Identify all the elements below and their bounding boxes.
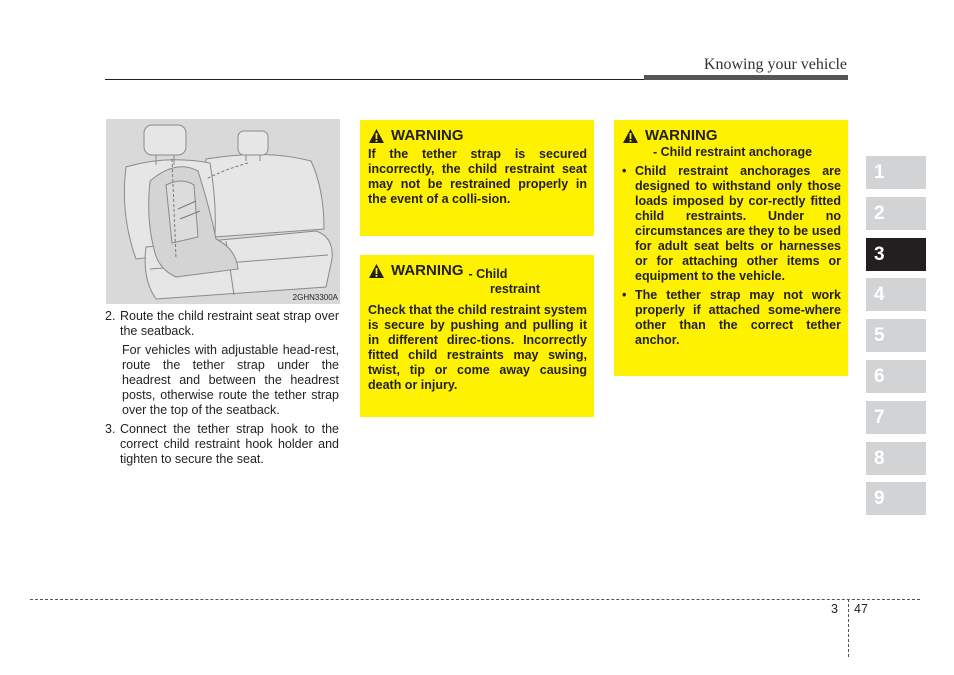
chapter-tab-9[interactable]: 9 <box>866 482 926 515</box>
page-section-number: 3 <box>831 602 838 616</box>
headrest-note: For vehicles with adjustable head-rest, route the tether strap under the headrest and between the headrest posts, otherwise route the tether strap over the top of the seatback. <box>122 343 339 417</box>
warning-bullet-list <box>622 164 841 348</box>
warning-box-child-restraint <box>360 255 594 417</box>
chapter-tab-7[interactable]: 7 <box>866 401 926 434</box>
warning-triangle-icon <box>368 263 385 279</box>
chapter-tabs <box>866 156 926 523</box>
instructions-column <box>105 309 339 471</box>
rear-seat-illustration <box>106 119 340 304</box>
list-item <box>622 288 841 348</box>
seat-drawing <box>106 119 340 304</box>
step-text: Connect the tether strap hook to the correct child restraint hook holder and tighten to secure the seat. <box>120 422 339 466</box>
chapter-tab-2[interactable]: 2 <box>866 197 926 230</box>
warning-heading <box>622 127 841 145</box>
chapter-tab-5[interactable]: 5 <box>866 319 926 352</box>
warning-label: WARNING <box>645 127 718 144</box>
chapter-tab-8[interactable]: 8 <box>866 442 926 475</box>
step-number: 3. <box>105 422 116 436</box>
footer-vertical-divider <box>848 599 849 657</box>
warning-heading <box>368 127 587 145</box>
bullet-text: The tether strap may not work properly if attached some-where other than the correct tether anchor. <box>635 288 841 347</box>
bullet-icon: • <box>622 288 627 302</box>
warning-triangle-icon <box>622 128 639 144</box>
warning-subtitle: - Child restraint anchorage <box>653 145 813 159</box>
chapter-tab-3[interactable]: 3 <box>866 238 926 271</box>
warning-heading <box>368 262 587 283</box>
header-rule-accent <box>644 75 848 80</box>
warning-triangle-icon <box>368 128 385 144</box>
warning-label: WARNING <box>391 262 464 279</box>
step-number: 2. <box>105 309 116 323</box>
list-item <box>622 164 841 284</box>
footer-divider <box>30 599 920 600</box>
step-3 <box>105 422 339 467</box>
chapter-tab-1[interactable]: 1 <box>866 156 926 189</box>
warning-label: WARNING <box>391 127 464 144</box>
bullet-icon: • <box>622 164 627 178</box>
chapter-tab-4[interactable]: 4 <box>866 278 926 311</box>
warning-text: If the tether strap is secured incorrectly, the child restraint seat may not be restrained properly in the event of a colli-sion. <box>368 147 587 206</box>
page-number: 47 <box>854 602 868 616</box>
warning-box-tether <box>360 120 594 236</box>
warning-subtitle: - Child <box>468 267 508 281</box>
chapter-tab-6[interactable]: 6 <box>866 360 926 393</box>
figure-code: 2GHN3300A <box>292 293 338 302</box>
warning-subtitle-cont: restraint <box>490 282 541 296</box>
step-2 <box>105 309 339 339</box>
step-text: Route the child restraint seat strap over the seatback. <box>120 309 339 338</box>
warning-text: Check that the child restraint system is secure by pushing and pulling it in different direc-tions. Incorrectly fitted child restraints may swing, twist, tip or come away causing death or injury. <box>368 303 587 392</box>
bullet-text: Child restraint anchorages are designed to withstand only those loads imposed by cor-rectly fitted child restraints. Under no circumstances are they to be used for adult seat belts or harnesses or for attaching other items or equipment to the vehicle. <box>635 164 841 283</box>
warning-box-anchorage <box>614 120 848 376</box>
header-title: Knowing your vehicle <box>703 56 847 73</box>
